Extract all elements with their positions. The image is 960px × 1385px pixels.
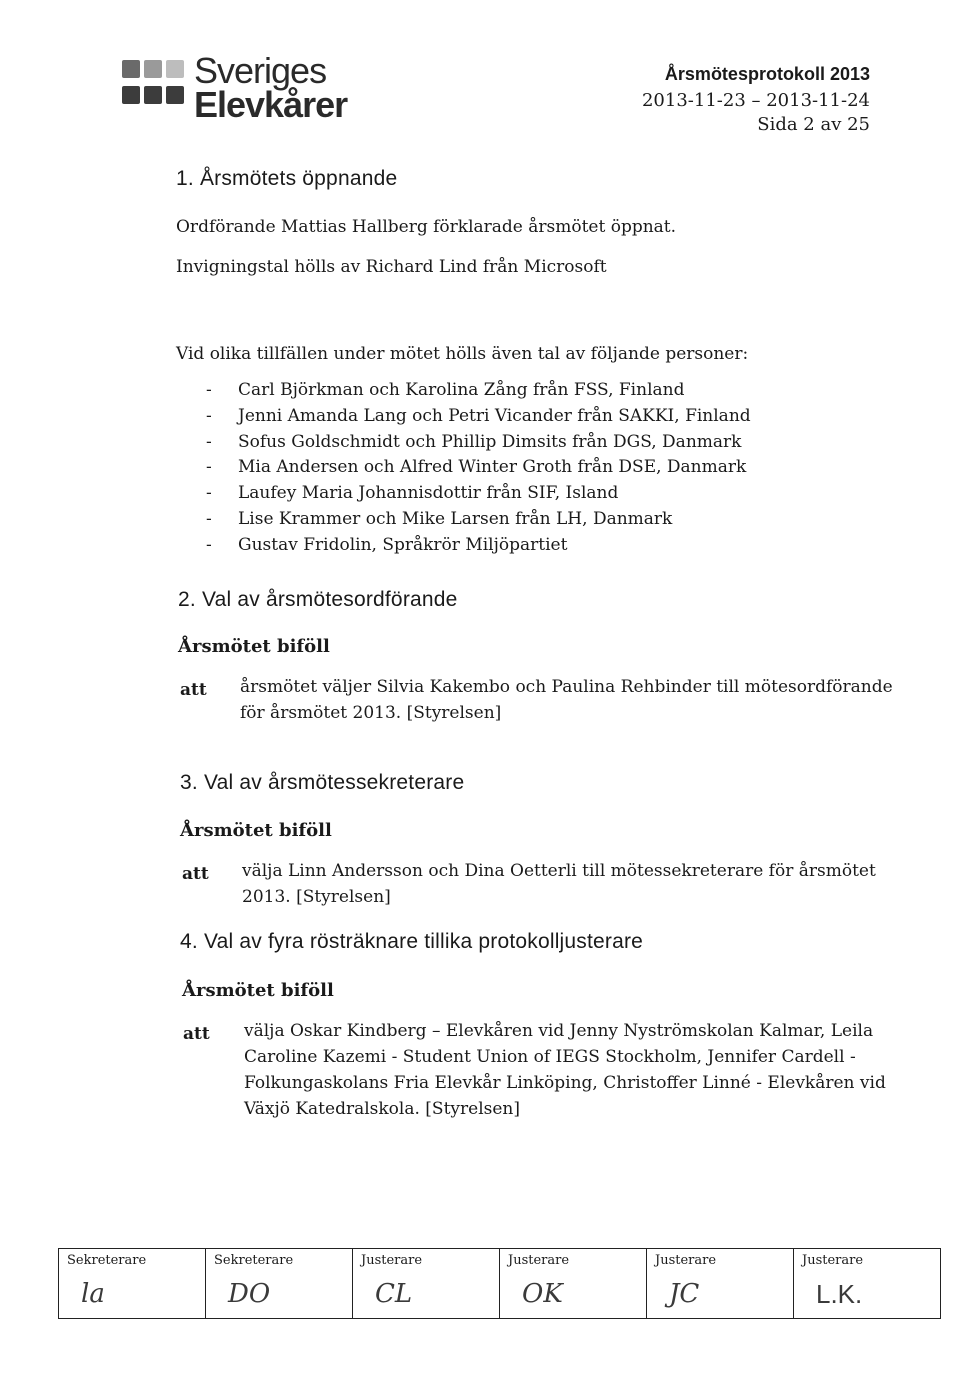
list-item: - Laufey Maria Johannisdottir från SIF, Island [176,481,751,507]
signature-cell [794,1249,941,1319]
list-item: - Sofus Goldschmidt och Phillip Dimsits från DGS, Danmark [176,430,751,456]
signature-role: Justerare [508,1253,570,1268]
organization-logo [122,52,362,126]
signature-initials: CL [375,1279,413,1309]
section-3-heading: 3. Val av årsmötessekreterare [180,771,465,794]
signature-role: Sekreterare [67,1253,147,1268]
signature-role: Justerare [361,1253,423,1268]
signature-cell [206,1249,353,1319]
signature-role: Sekreterare [214,1253,294,1268]
signature-cell [59,1249,206,1319]
document-title: Årsmötesprotokoll 2013 [664,64,870,84]
signature-role: Justerare [655,1253,717,1268]
list-item: - Gustav Fridolin, Språkrör Miljöpartiet [176,533,751,559]
signature-cell [647,1249,794,1319]
signature-initials: la [81,1279,105,1309]
section-1-para-2: Invigningstal hölls av Richard Lind från Microsoft [176,257,607,277]
list-item: - Mia Andersen och Alfred Winter Groth från DSE, Danmark [176,455,751,481]
list-item: - Lise Krammer och Mike Larsen från LH, Danmark [176,507,751,533]
list-item: - Jenni Amanda Lang och Petri Vicander från SAKKI, Finland [176,404,751,430]
section-4-decision: Årsmötet biföll [182,980,334,1001]
section-3-att-label: att [182,864,209,884]
section-1-heading: 1. Årsmötets öppnande [176,167,398,190]
signature-initials: L.K. [816,1279,863,1309]
page-number: Sida 2 av 25 [757,114,870,135]
list-item: - Carl Björkman och Karolina Zång från FSS, Finland [176,378,751,404]
section-2-decision: Årsmötet biföll [178,636,330,657]
section-4-motion: välja Oskar Kindberg – Elevkåren vid Jenny Nyströmskolan Kalmar, Leila Caroline Kazemi - Student Union of IEGS Stockholm, Jennifer Cardell - Folkungaskolans Fria Elevkår Linköping, Christoffer Linné - Elevkåren vid Växjö Katedralskola. [Styrelsen] [244,1021,886,1119]
logo-line1: Sveriges [194,50,327,91]
section-2-att-label: att [180,680,207,700]
signature-cell [353,1249,500,1319]
signature-role: Justerare [802,1253,864,1268]
section-2-heading: 2. Val av årsmötesordförande [178,588,458,611]
logo-line2: Elevkårer [194,84,348,125]
document-dates: 2013-11-23 – 2013-11-24 [641,90,870,111]
signature-initials: OK [522,1279,563,1309]
section-2-motion: årsmötet väljer Silvia Kakembo och Paulina Rehbinder till mötesordförande för årsmötet 2013. [Styrelsen] [240,677,893,723]
speaker-list [176,378,751,559]
signature-initials: JC [669,1279,700,1309]
section-1-para-1: Ordförande Mattias Hallberg förklarade årsmötet öppnat. [176,217,677,237]
section-3-motion: välja Linn Andersson och Dina Oetterli till mötessekreterare för årsmötet 2013. [Styrelsen] [242,861,876,907]
section-3-decision: Årsmötet biföll [180,820,332,841]
signature-cell [500,1249,647,1319]
section-4-att-label: att [183,1024,210,1044]
signature-initials: DO [228,1279,271,1309]
signature-table [58,1248,941,1319]
section-4-heading: 4. Val av fyra rösträknare tillika protokolljusterare [180,930,644,953]
section-1-para-3: Vid olika tillfällen under mötet hölls även tal av följande personer: [176,344,749,364]
